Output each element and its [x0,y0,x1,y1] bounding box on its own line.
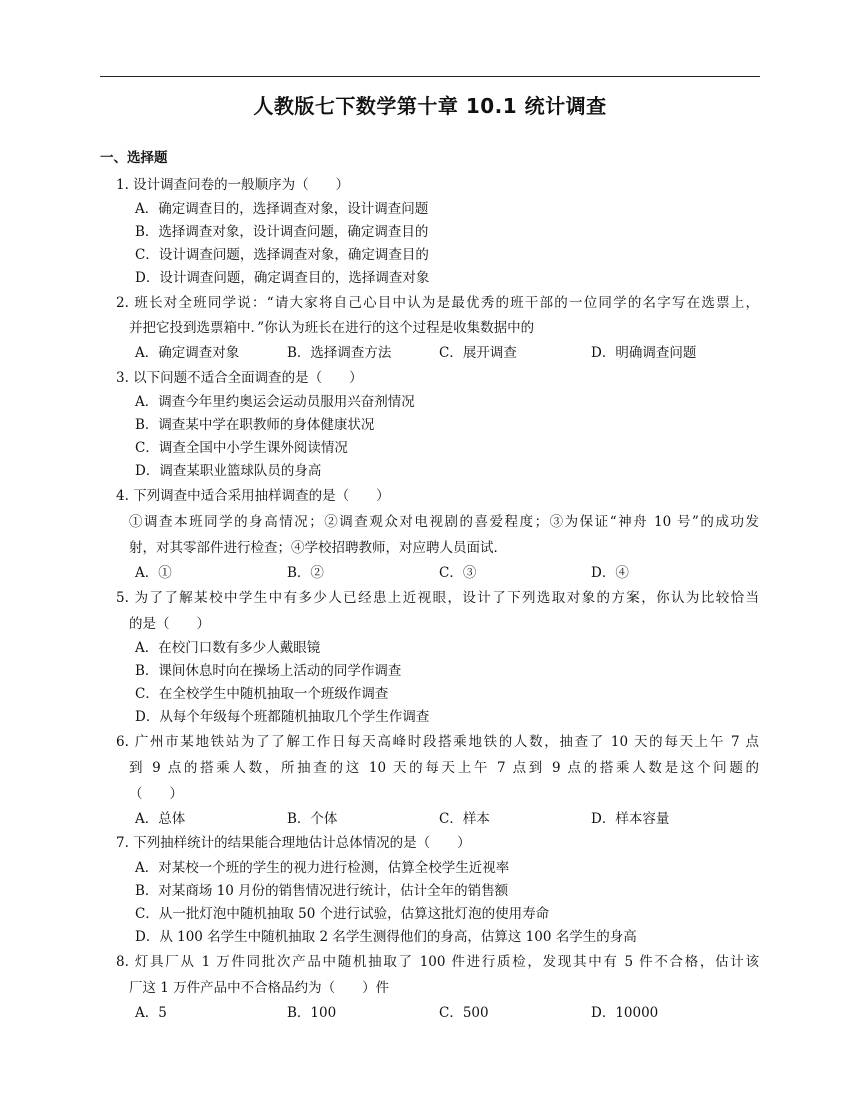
question-2-stem-line1: 2. 班长对全班同学说：“请大家将自己心目中认为是最优秀的班干部的一位同学的名字写在选票上， [116,295,759,311]
question-7-stem: 7. 下列抽样统计的结果能合理地估计总体情况的是（ ） [116,835,471,851]
question-8-option-a: A．5 [135,1005,167,1021]
section-heading: 一、选择题 [100,150,168,166]
question-4-option-a: A．① [135,565,172,581]
question-5-option-d: D．从每个年级每个班都随机抽取几个学生作调查 [135,709,430,725]
question-5-option-b: B．课间休息时向在操场上活动的同学作调查 [135,663,402,679]
question-6-stem-line3: （ ） [129,786,183,802]
question-3-option-a: A．调查今年里约奥运会运动员服用兴奋剂情况 [135,394,415,410]
question-4-body-line2: 射，对其零部件进行检查；④学校招聘教师，对应聘人员面试． [129,540,507,556]
question-6-stem-line2: 到 9 点的搭乘人数，所抽查的这 10 天的每天上午 7 点到 9 点的搭乘人数是这个问题的 [129,760,759,776]
question-2-option-b: B．选择调查方法 [287,345,392,361]
question-4-stem: 4. 下列调查中适合采用抽样调查的是（ ） [116,488,390,504]
header-rule [100,76,760,77]
question-3-option-b: B．调查某中学在职教师的身体健康状况 [135,417,375,433]
question-4-body-line1: ①调查本班同学的身高情况；②调查观众对电视剧的喜爱程度；③为保证“神舟 10 号”的成功发 [129,514,759,530]
question-4-option-c: C．③ [439,565,477,581]
question-8-stem-line1: 8. 灯具厂从 1 万件同批次产品中随机抽取了 100 件进行质检，发现其中有 5 件不合格，估计该 [116,954,759,970]
question-5-option-a: A．在校门口数有多少人戴眼镜 [135,640,321,656]
question-7-option-d: D．从 100 名学生中随机抽取 2 名学生测得他们的身高，估算这 100 名学生的身高 [135,929,637,945]
question-5-stem-line2: 的是（ ） [129,616,210,632]
question-8-option-c: C．500 [439,1005,489,1021]
question-1-option-b: B．选择调查对象，设计调查问题，确定调查目的 [135,224,429,240]
question-6-option-a: A．总体 [135,811,186,827]
question-8-option-b: B．100 [287,1005,337,1021]
question-6-option-d: D．样本容量 [591,811,670,827]
question-7-option-a: A．对某校一个班的学生的视力进行检测，估算全校学生近视率 [135,860,510,876]
question-3-option-c: C．调查全国中小学生课外阅读情况 [135,440,348,456]
question-4-option-d: D．④ [591,565,629,581]
question-6-stem-line1: 6. 广州市某地铁站为了了解工作日每天高峰时段搭乘地铁的人数，抽查了 10 天的每天上午 7 点 [116,734,759,750]
question-5-stem-line1: 5. 为了了解某校中学生中有多少人已经患上近视眼，设计了下列选取对象的方案，你认为比较恰当 [116,590,759,606]
question-1-option-a: A．确定调查目的，选择调查对象，设计调查问题 [135,201,429,217]
question-7-option-b: B．对某商场 10 月份的销售情况进行统计，估计全年的销售额 [135,883,509,899]
question-8-option-d: D．10000 [591,1005,659,1021]
question-7-option-c: C．从一批灯泡中随机抽取 50 个进行试验，估算这批灯泡的使用寿命 [135,906,550,922]
question-1-option-d: D．设计调查问题，确定调查目的，选择调查对象 [135,270,430,286]
question-8-stem-line2: 厂这 1 万件产品中不合格品约为（ ）件 [129,980,390,996]
question-3-option-d: D．调查某职业篮球队员的身高 [135,463,322,479]
question-4-option-b: B．② [287,565,324,581]
question-3-stem: 3. 以下问题不适合全面调查的是（ ） [116,370,363,386]
question-6-option-c: C．样本 [439,811,490,827]
question-2-option-d: D．明确调查问题 [591,345,697,361]
question-2-option-a: A．确定调查对象 [135,345,240,361]
page-title: 人教版七下数学第十章 10.1 统计调查 [253,94,607,118]
question-1-stem: 1. 设计调查问卷的一般顺序为（ ） [116,177,350,193]
question-2-option-c: C．展开调查 [439,345,517,361]
question-6-option-b: B．个体 [287,811,338,827]
question-1-option-c: C．设计调查问题，选择调查对象，确定调查目的 [135,247,429,263]
question-2-stem-line2: 并把它投到选票箱中．”你认为班长在进行的这个过程是收集数据中的 [129,320,535,336]
question-5-option-c: C．在全校学生中随机抽取一个班级作调查 [135,686,389,702]
